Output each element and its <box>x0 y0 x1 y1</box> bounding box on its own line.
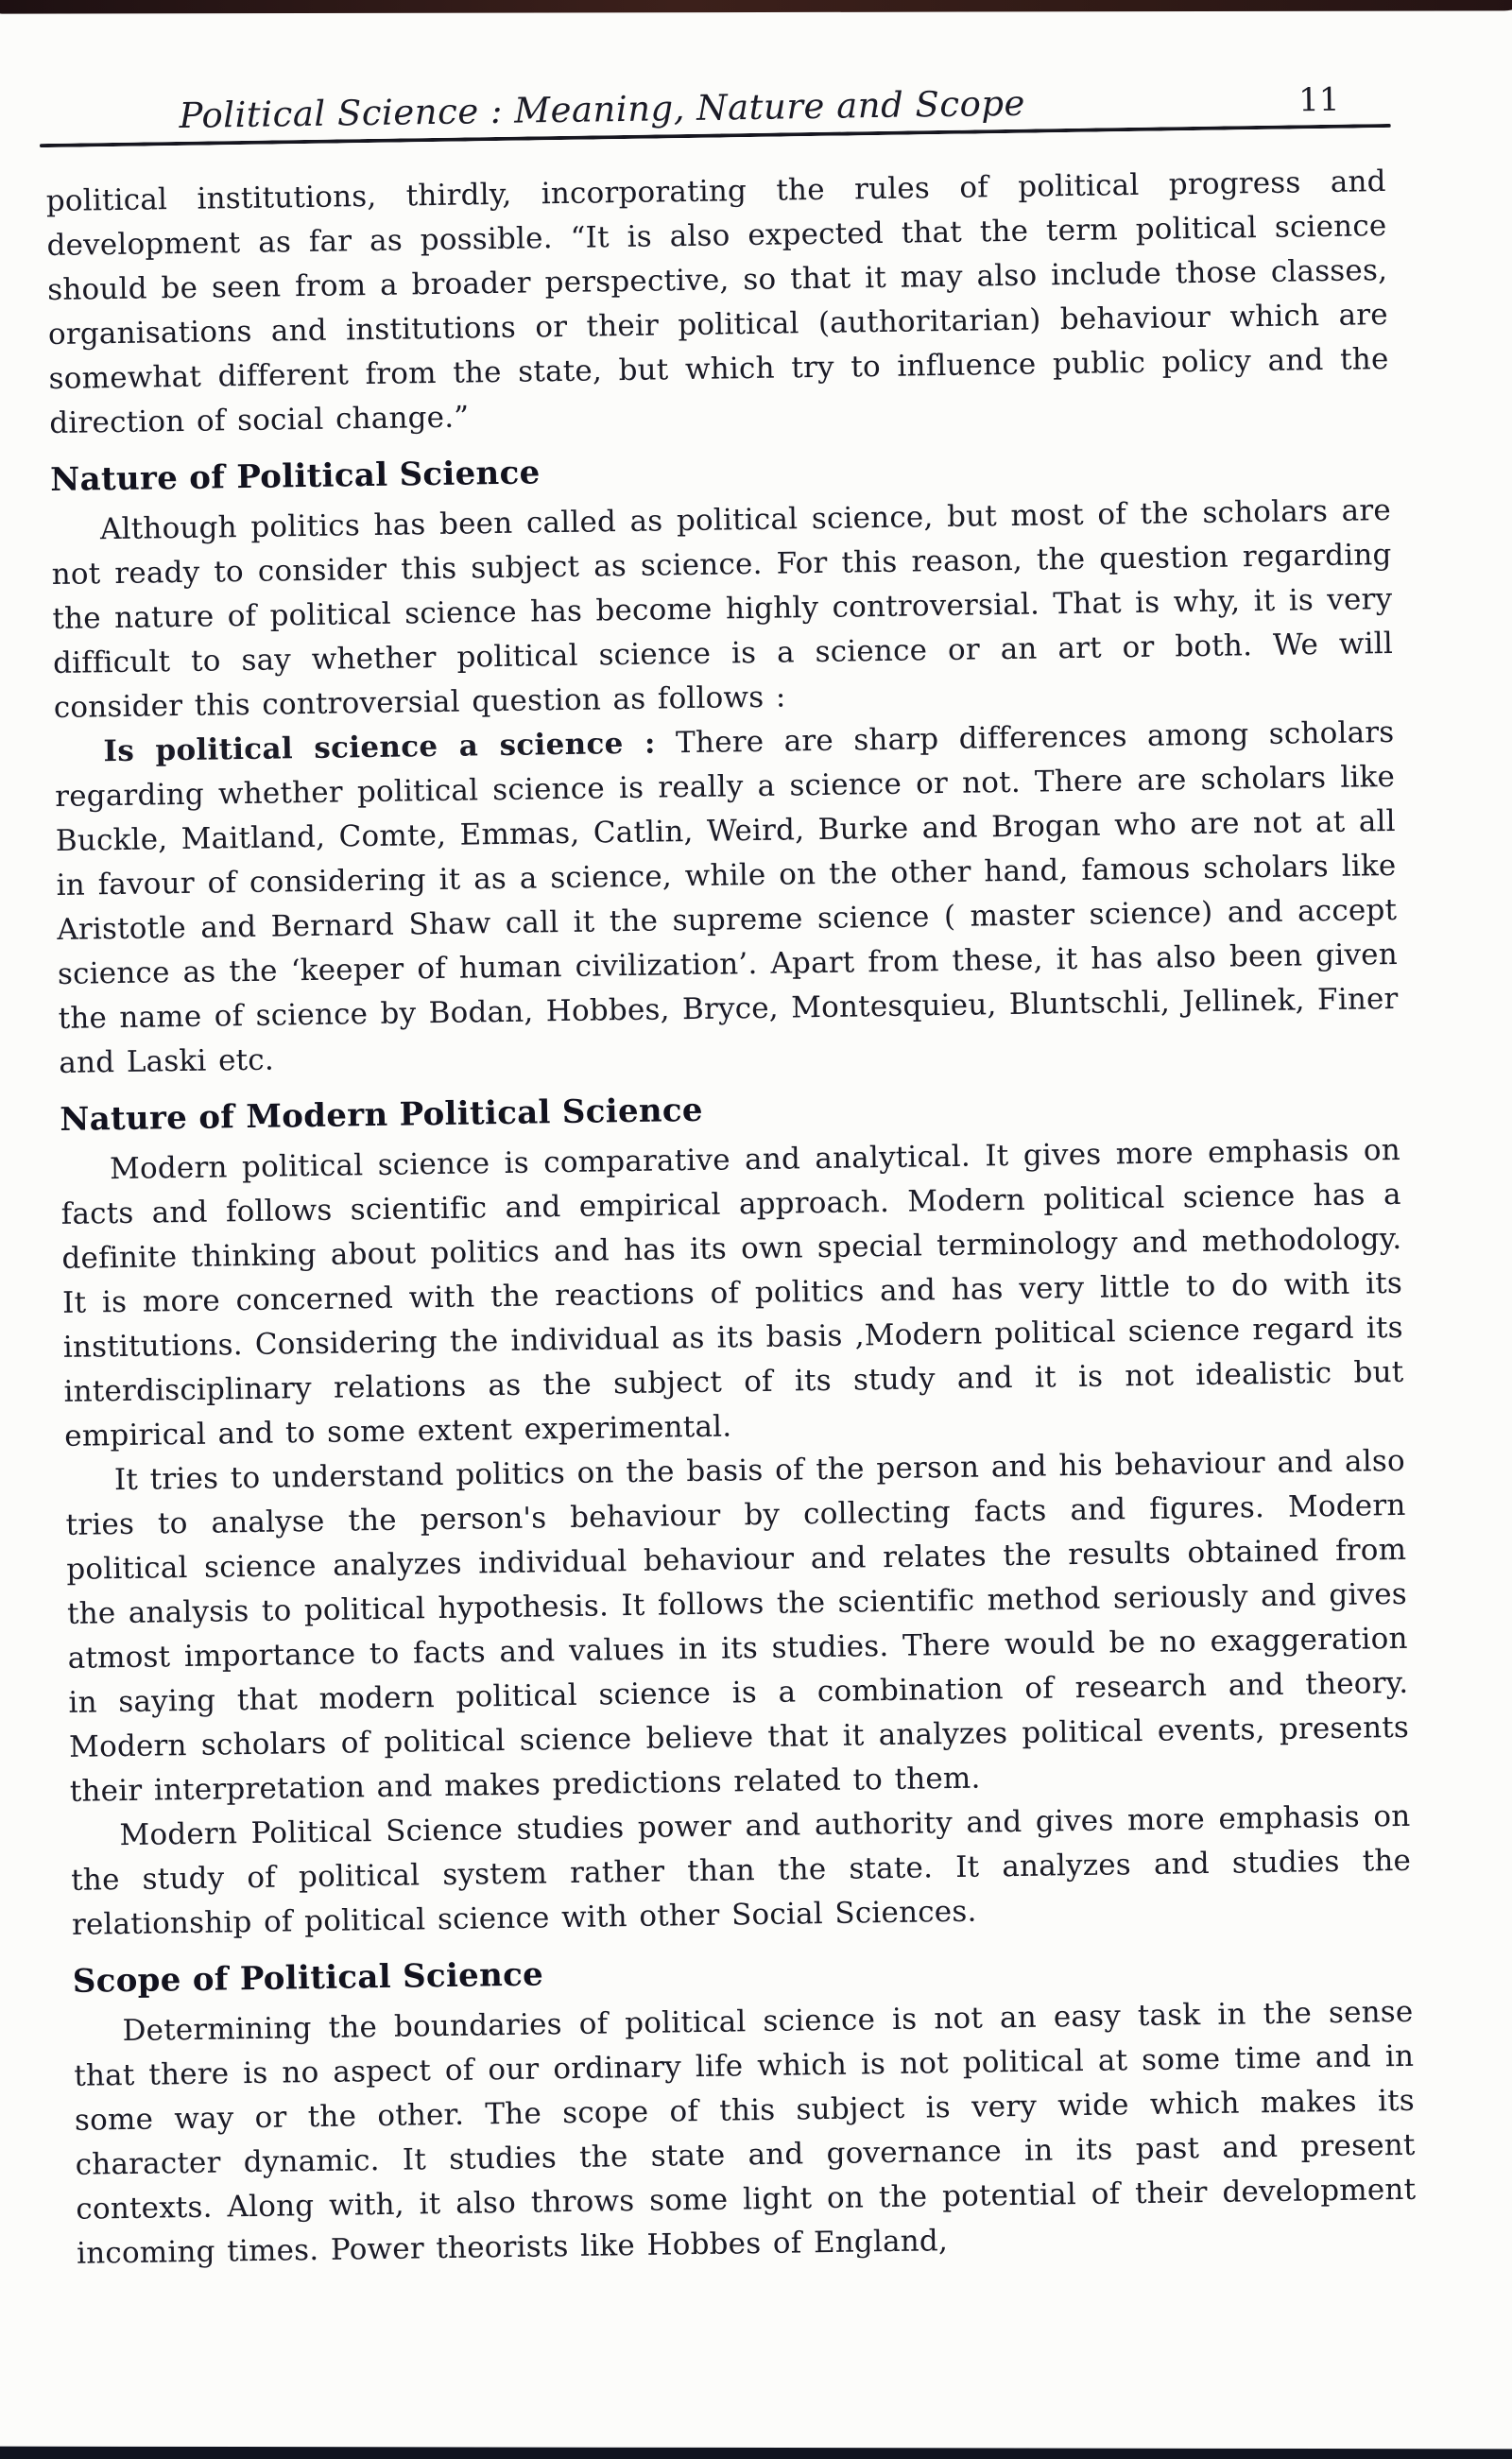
paragraph-is-science-text: There are sharp differences among scholars regarding whether political science is really a science or not. There are scholars like Buckle, Maitland, Comte, Emmas, Catlin, Weird, Burke and Brogan who are not at all in favour of considering it as a science, while on the other hand, famous scholars like Aristotle and Bernard Shaw call it the supreme science ( master science) and accept science as the ‘keeper of human civilization’. Apart from these, it has also been given the name of science by Bodan, Hobbes, Bryce, Montesquieu, Bluntschli, Jellinek, Finer and Laski etc. <box>54 714 1399 1080</box>
heading-nature-of-political-science: Nature of Political Science <box>49 454 541 500</box>
paragraph-nature: Although politics has been called as political science, but most of the scholars are not ready to consider this subject as science. For this reason, the question regarding the nature of political science has become highly controversial. That is why, it is very difficult to say whether political science is a science or an art or both. We will consider this controversial question as follows : <box>51 492 1394 725</box>
running-header-title: Political Science : Meaning, Nature and Scope <box>179 82 1026 136</box>
paragraph-modern-2: It tries to understand politics on the basis of the person and his behaviour and also tries to analyse the person's behaviour by collecting facts and figures. Modern political science analyzes individual behaviour and relates the results obtained from the analysis to political hypothesis. It follows the scientific method seriously and gives atmost importance to facts and values in its studies. There would be no exaggeration in saying that modern political science is a combination of research and theory. Modern scholars of political science believe that it analyzes political events, presents their interpretation and makes predictions related to them. <box>65 1443 1410 1809</box>
heading-nature-of-modern-political-science: Nature of Modern Political Science <box>59 1091 704 1139</box>
paragraph-modern-3: Modern Political Science studies power and authority and gives more emphasis on the study of political system rather than the state. It analyzes and studies the relationship of political science with other Social Sciences. <box>70 1798 1412 1942</box>
paragraph-scope: Determining the boundaries of political science is not an easy task in the sense that there is no aspect of our ordinary life which is not political at some time and in some way or the other. The scope of this subject is very wide which makes its character dynamic. It studies the state and governance in its past and present contexts. Along with, it also throws some light on the potential of their development incoming times. Power theorists like Hobbes of England, <box>74 1994 1417 2271</box>
page-body <box>46 160 1418 2277</box>
paragraph-continuation: political institutions, thirdly, incorporating the rules of political progress and development as far as possible. “It is also expected that the term political science should be seen from a broader perspective, so that it may also include those classes, organisations and institutions or their political (authoritarian) behaviour which are somewhat different from the state, but which try to influence public policy and the direction of social change.” <box>45 164 1389 441</box>
scan-edge-bottom <box>0 2447 1512 2459</box>
paragraph-modern-1: Modern political science is comparative and analytical. It gives more emphasis on facts and follows scientific and empirical approach. Modern political science has a definite thinking about politics and has its own special terminology and methodology. It is more concerned with the reactions of politics and has very little to do with its institutions. Considering the individual as its basis ,Modern political science regard its interdisciplinary relations as the subject of its study and it is not idealistic but empirical and to some extent experimental. <box>60 1132 1404 1453</box>
page-number: 11 <box>1297 80 1340 120</box>
heading-scope-of-political-science: Scope of Political Science <box>72 1955 544 2001</box>
paragraph-is-political-science-a-science <box>54 711 1399 1086</box>
bold-lead-is-political-science-a-science: Is political science a science : <box>103 726 657 769</box>
